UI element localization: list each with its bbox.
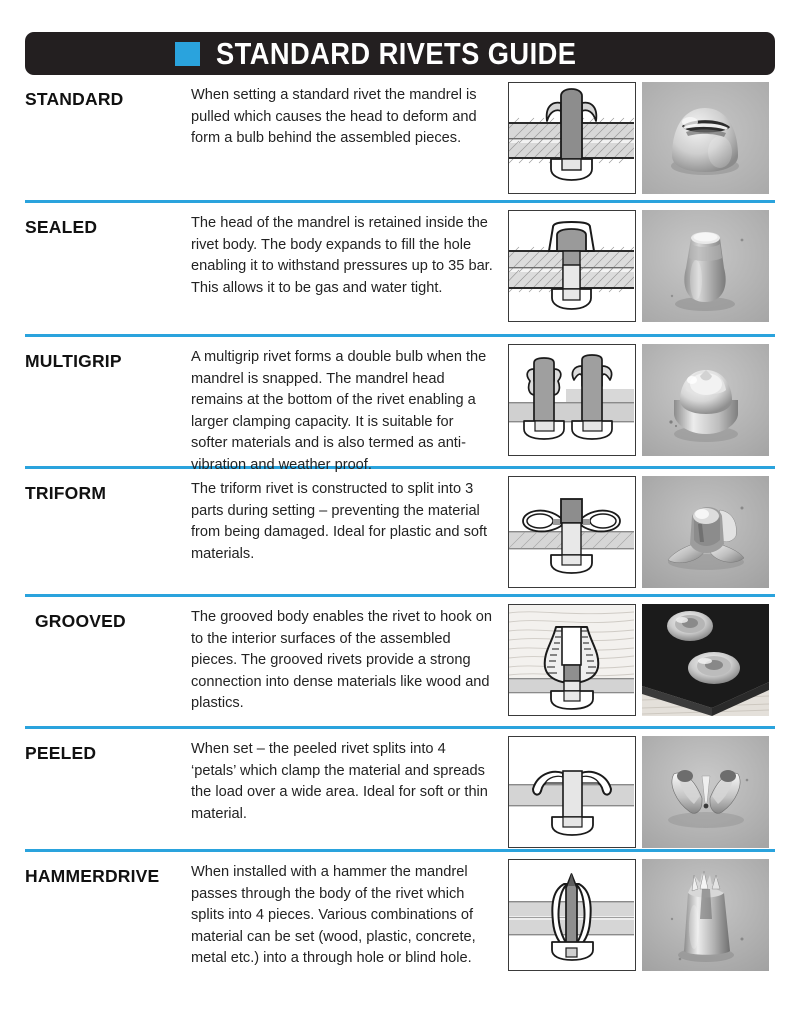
grooved-rivet-cross-section-diagram xyxy=(508,604,636,716)
table-row xyxy=(25,203,775,334)
rivet-description-text: When setting a standard rivet the mandrel is pulled which causes the head to deform and form a bulb behind the assembled pieces. xyxy=(191,87,477,146)
peeled-rivet-photo xyxy=(642,736,769,848)
triform-rivet-photo xyxy=(642,476,769,588)
rivet-name-label: PEELED xyxy=(25,743,97,763)
rivet-name-label: HAMMERDRIVE xyxy=(25,866,160,886)
table-row xyxy=(25,75,775,200)
rivet-description-cell xyxy=(191,203,508,299)
rivet-name-label: STANDARD xyxy=(25,89,124,109)
blue-square-icon xyxy=(175,42,200,66)
rivet-name-cell xyxy=(25,469,191,504)
rivet-figures-cell xyxy=(508,337,775,456)
table-row xyxy=(25,337,775,473)
rivet-description-text: The head of the mandrel is retained inside the rivet body. The body expands to fill the hole enabling it to withstand pressures up to 35 bar. This allows it to be gas and water tight. xyxy=(191,215,493,296)
table-row xyxy=(25,852,775,992)
rivet-description-text: When installed with a hammer the mandrel passes through the body of the rivet which splits into 4 pieces. Various combinations of material can be set (wood, plastic, concrete, metal etc.) into a through hole or blind hole. xyxy=(191,864,476,966)
table-row xyxy=(25,729,775,849)
rivet-figures-cell xyxy=(508,203,775,322)
sealed-rivet-photo xyxy=(642,210,769,322)
sealed-rivet-cross-section-diagram xyxy=(508,210,636,322)
table-row xyxy=(25,597,775,726)
rivet-figures-cell xyxy=(508,469,775,588)
rivet-description-cell xyxy=(191,597,508,715)
rivet-description-cell xyxy=(191,852,508,970)
rivet-description-cell xyxy=(191,75,508,150)
rivet-figures-cell xyxy=(508,852,775,971)
grooved-rivets-in-board-photo xyxy=(642,604,769,716)
standard-rivet-photo xyxy=(642,82,769,194)
triform-rivet-cross-section-diagram xyxy=(508,476,636,588)
rivet-name-cell xyxy=(25,852,191,887)
rivet-name-label: TRIFORM xyxy=(25,483,107,503)
rivet-figures-cell xyxy=(508,597,775,716)
rivet-description-cell xyxy=(191,729,508,825)
standard-rivet-cross-section-diagram xyxy=(508,82,636,194)
rivet-description-cell xyxy=(191,337,508,476)
table-row xyxy=(25,469,775,594)
rivet-name-cell xyxy=(25,597,191,632)
multigrip-rivet-photo xyxy=(642,344,769,456)
rivet-name-label: MULTIGRIP xyxy=(25,351,122,371)
rivet-name-cell xyxy=(25,203,191,238)
multigrip-rivet-cross-section-diagram xyxy=(508,344,636,456)
hammerdrive-rivet-photo xyxy=(642,859,769,971)
rivet-description-text: A multigrip rivet forms a double bulb when the mandrel is snapped. The mandrel head remains at the bottom of the rivet enabling a larger clamping capacity. It is suitable for softer materials and is also termed as anti-vibration and weather proof. xyxy=(191,349,487,473)
rivet-name-label: SEALED xyxy=(25,217,98,237)
rivet-description-text: When set – the peeled rivet splits into 4 ‘petals’ which clamp the material and spreads the load over a wide area. Ideal for soft or thin material. xyxy=(191,741,488,822)
rivet-description-cell xyxy=(191,469,508,565)
rivet-name-cell xyxy=(25,75,191,110)
rivet-figures-cell xyxy=(508,729,775,848)
rivet-description-text: The grooved body enables the rivet to hook on to the interior surfaces of the assembled pieces. The grooved rivets provide a strong connection into dense materials like wood and plastics. xyxy=(191,609,492,711)
peeled-rivet-cross-section-diagram xyxy=(508,736,636,848)
header-bar xyxy=(25,32,775,75)
rivet-name-label: GROOVED xyxy=(35,611,126,631)
page-title: STANDARD RIVETS GUIDE xyxy=(215,36,577,71)
page-header xyxy=(0,0,800,75)
rivet-figures-cell xyxy=(508,75,775,194)
rivet-name-cell xyxy=(25,337,191,372)
rivet-description-text: The triform rivet is constructed to split into 3 parts during setting – preventing the material from being damaged. Ideal for plastic and soft materials. xyxy=(191,481,488,562)
rivet-name-cell xyxy=(25,729,191,764)
rivet-rows-list xyxy=(0,75,800,992)
hammerdrive-rivet-cross-section-diagram xyxy=(508,859,636,971)
